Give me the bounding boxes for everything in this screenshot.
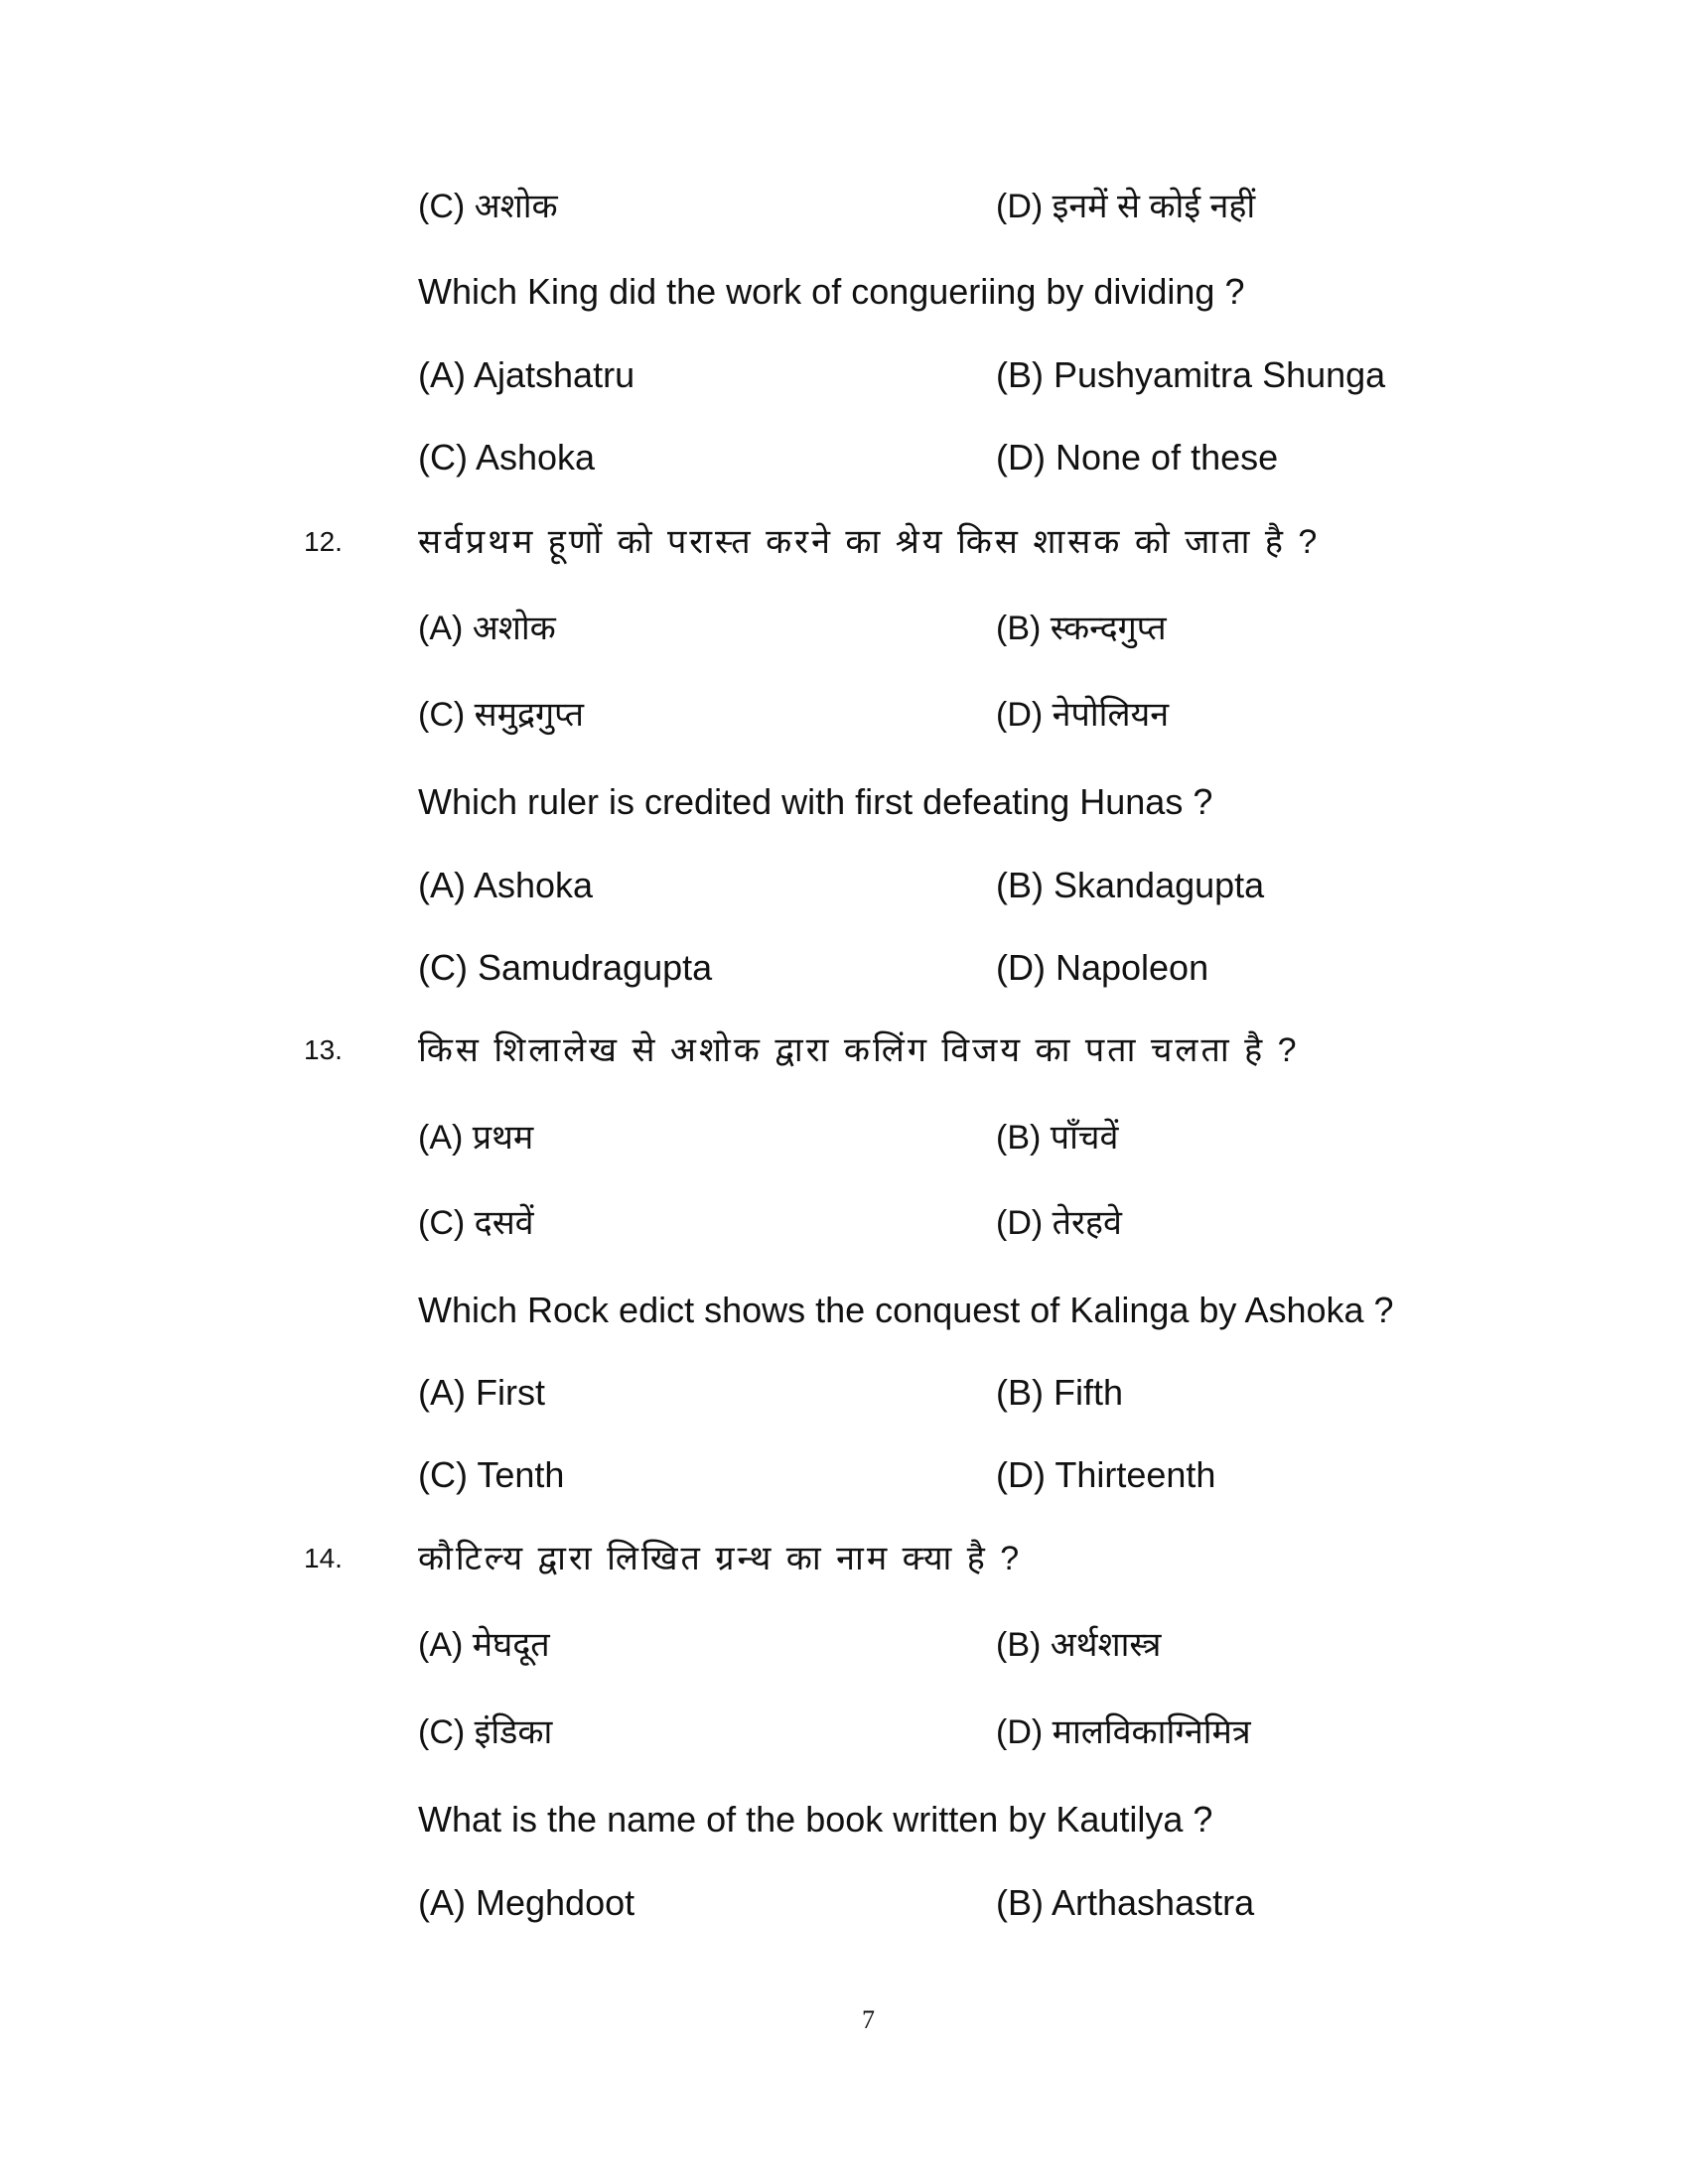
q12-option-a-hi: (A) अशोक [418,610,556,647]
q14-option-a-hi: (A) मेघदूत [418,1626,550,1664]
q12-question-hi: सर्वप्रथम हूणों को परास्त करने का श्रेय किस शासक को जाता है ? [418,523,1321,561]
q13-option-a-hi: (A) प्रथम [418,1119,534,1157]
q11-option-c-en: (C) Ashoka [418,437,596,478]
q14-option-b-en: (B) Arthashastra [996,1882,1255,1923]
q13-option-b-en: (B) Fifth [996,1372,1124,1413]
question-number-14: 14. [304,1543,343,1573]
q12-option-c-en: (C) Samudragupta [418,947,713,988]
question-number-12: 12. [304,526,343,557]
question-number-13: 13. [304,1034,343,1065]
q14-option-d-hi: (D) मालविकाग्निमित्र [996,1713,1251,1751]
q14-option-c-hi: (C) इंडिका [418,1713,553,1751]
q11-option-d-hi: (D) इनमें से कोई नहीं [996,188,1256,225]
q14-question-hi: कौटिल्य द्वारा लिखित ग्रन्थ का नाम क्या है ? [418,1540,1023,1577]
q12-option-a-en: (A) Ashoka [418,865,594,905]
q13-question-en: Which Rock edict shows the conquest of Kalinga by Ashoka ? [418,1290,1394,1330]
q12-question-en: Which ruler is credited with first defeating Hunas ? [418,781,1213,822]
q13-option-d-en: (D) Thirteenth [996,1454,1216,1495]
q11-question-en: Which King did the work of congueriing by dividing ? [418,271,1245,312]
q13-option-c-hi: (C) दसवें [418,1204,534,1242]
q11-option-a-en: (A) Ajatshatru [418,354,635,395]
q12-option-d-en: (D) Napoleon [996,947,1209,988]
q11-option-d-en: (D) None of these [996,437,1279,478]
q13-option-a-en: (A) First [418,1372,545,1413]
q13-option-c-en: (C) Tenth [418,1454,565,1495]
q12-option-b-en: (B) Skandagupta [996,865,1265,905]
q13-question-hi: किस शिलालेख से अशोक द्वारा कलिंग विजय का पता चलता है ? [418,1031,1300,1069]
q12-option-b-hi: (B) स्कन्दगुप्त [996,610,1167,647]
q14-question-en: What is the name of the book written by Kautilya ? [418,1799,1213,1840]
q11-option-b-en: (B) Pushyamitra Shunga [996,354,1386,395]
q13-option-b-hi: (B) पाँचवें [996,1119,1119,1157]
page-number: 7 [862,2005,875,2034]
q12-option-c-hi: (C) समुद्रगुप्त [418,696,585,734]
q14-option-b-hi: (B) अर्थशास्त्र [996,1626,1162,1664]
q14-option-a-en: (A) Meghdoot [418,1882,635,1923]
q11-option-c-hi: (C) अशोक [418,188,558,225]
q12-option-d-hi: (D) नेपोलियन [996,696,1170,734]
q13-option-d-hi: (D) तेरहवे [996,1204,1122,1242]
